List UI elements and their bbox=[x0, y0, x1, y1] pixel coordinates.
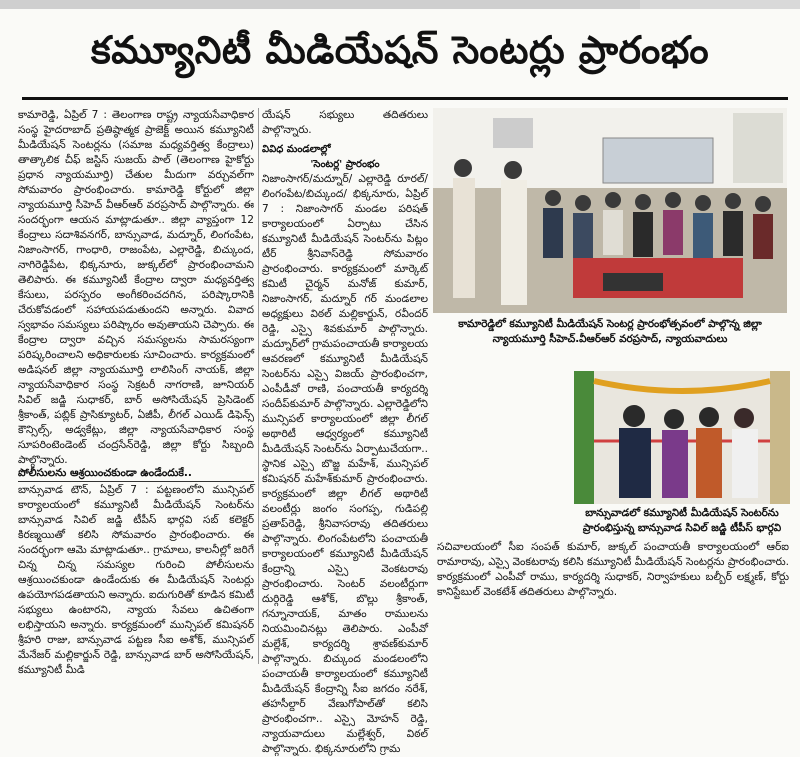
column-1-bottom bbox=[18, 465, 254, 676]
photo-courtroom-event bbox=[433, 108, 787, 313]
column-divider bbox=[258, 108, 259, 664]
article-paragraph-1: కామారెడ్డి, ఏప్రిల్ 7 : తెలంగాణ రాష్ట్ర న్యాయసేవాధికార సంస్థ హైదరాబాద్ ప్రతిష్ఠాత్మక ప్రాజెక్ట్ అయిన కమ్యూనిటీ మీడియేషన్ సెంటర్లను (సమాజ మధ్యవర్తిత్వ కేంద్రాలు) తాత్కాలిక చీఫ్ జస్టిస్ సుజయ్ పాల్ (తెలంగాణ హైకోర్టు ప్రధాన న్యాయమూర్తి) చేతుల మీదుగా వర్చువల్‌గా సోమవారం ప్రారంభించారు. కామారెడ్డి కోర్టులో జిల్లా న్యాయమూర్తి సీహెచ్ వీఆర్ఆర్ వరప్రసాద్ పాల్గొన్నారు. ఈ సందర్భంగా ఆయన మాట్లాడుతూ.. జిల్లా వ్యాప్తంగా 12 కేంద్రాలు సదాశివనగర్, బాన్సువాడ, మద్నూర్, లింగంపేట, నిజాంసాగర్, గాంధారి, రాజంపేట, ఎల్లారెడ్డి, బిచ్కుంద, నాగిరెడ్డిపేట, భిక్కనూరు, జుక్కల్‌లో ప్రారంభించామని తెలిపారు. ఈ కమ్యూనిటీ కేంద్రాల ద్వారా మధ్యవర్తిత్వ కేసులు, పరస్పరం అంగీకరించదగిన, పరిష్కారానికి చేరుకోవడంలో సహాయపడుతుందని అన్నారు. వివాద స్వభావం సమస్యలు పరిష్కారం అవుతాయని చెప్పారు. ఈ కేంద్రాల ద్వారా వచ్చిన సమస్యలను సామరస్యంగా పరిష్కరించాలని అధికారులకు సూచించారు. కార్యక్రమంలో అడిషనల్ జిల్లా న్యాయమూర్తి లాలిసింగ్ నాయక్, జిల్లా న్యాయసేవాధికార సంస్థ సెక్రటరీ నాగరాణి, జూనియర్ సివిల్ జడ్జి సుధాకర్, బార్ అసోసియేషన్ ప్రెసిడెంట్ శ్రీకాంత్, పబ్లిక్ ప్రాసిక్యూటర్, ఏజీపీ, లీగల్ ఎయిడ్ డిఫెన్స్ కౌన్సిల్స్, అడ్వకేట్లు, జిల్లా న్యాయసేవాధికార సంస్థ సూపరింటెండెంట్ చంద్రసేన్‌రెడ్డి, జిల్లా కోర్టు సిబ్బంది పాల్గొన్నారు. bbox=[18, 109, 254, 466]
photo-2-caption: బాన్సువాడలో కమ్యూనిటీ మీడియేషన్ సెంటర్‌ను ప్రారంభిస్తున్న బాన్సువాడ సివిల్ జడ్జి టీపీస్ భార్గవి bbox=[582, 507, 782, 534]
top-strip bbox=[0, 0, 800, 9]
closing-paragraph: సచివాలయంలో సీఐ సంపత్ కుమార్, జుక్కల్ పంచాయతీ కార్యాలయంలో ఆర్ఐ రామారావు, ఎస్సై వెంకటరావు కలిసి కమ్యూనిటీ మీడియేషన్ సెంటర్లను ప్రారంభించారు. కార్యక్రమంలో ఎంపీవో రాము, కార్యదర్శి సుధాకర్, నిర్వాహకులు బల్బీర్ లక్ష్మణ్, కోర్టు కానిస్టేబుల్ వెంకటేశ్ తదితరులు పాల్గొన్నారు. bbox=[437, 541, 789, 598]
column-3-bottom bbox=[437, 540, 789, 668]
column-2-lead: యేషన్ సభ్యులు తదితరులు పాల్గొన్నారు. bbox=[262, 109, 428, 136]
photo-ribbon-cutting-illustration bbox=[574, 371, 790, 504]
column-2-body: నిజాంసాగర్/మద్నూర్/ ఎల్లారెడ్డి రూరల్/లింగంపేట/బిచ్కుంద/ భిక్కనూరు, ఏప్రిల్ 7 : నిజాంసాగర్ మండల పరిషత్ కార్యాలయంలో ఏర్పాటు చేసిన కమ్యూనిటీ మీడియేషన్ సెంటర్‌ను పిట్లం టీర్ శ్రీనివాస్‌రెడ్డి సోమవారం ప్రారంభించారు. కార్యక్రమంలో మార్కెట్ కమిటీ చైర్మన్ మనోజ్ కుమార్, నిజాంసాగర్, మద్నూర్ గర్ మండలాల అధ్యక్షులు విఠల్ మల్లికార్జున్, రవీందర్ రెడ్డి, ఎస్సై శివకుమార్ పాల్గొన్నారు. మద్నూర్‌లో గ్రామపంచాయతీ కార్యాలయ ఆవరణలో కమ్యూనిటీ మీడియేషన్ సెంటర్‌ను ఎస్సై విజయ్ ప్రారంభించగా, ఎంపీడీవో రాణి, పంచాయతీ కార్యదర్శి సందీప్‌కుమార్ పాల్గొన్నారు. ఎల్లారెడ్డిలోని మున్సిపల్ కార్యాలయంలో జిల్లా లీగల్ అథారిటీ ఆధ్వర్యంలో కమ్యూనిటీ మీడియేషన్ సెంటర్‌ను ఏర్పాటుచేయగా.. స్థానిక ఎస్సై బొజ్జ మహేశ్, మున్సిపల్ కమిషనర్ మహేశ్‌కుమార్ ప్రారంభించారు. కార్యక్రమంలో జిల్లా లీగల్ అథారిటీ వలంటీర్లు జంగం సంగప్ప, గుడిపల్లి ప్రతాప్‌రెడ్డి, శ్రీనివాసరావు తదితరులు పాల్గొన్నారు. లింగంపేటలోని పంచాయతీ కార్యాలయంలో కమ్యూనిటీ మీడియేషన్ కేంద్రాన్ని ఎస్సై వెంకటరావు ప్రారంభించారు. సెంటర్ వలంటీర్లుగా దుర్గిరెడ్డి ఆశోక్, బొల్లు శ్రీకాంత్, గన్నూనాయక్, మాతం రాములను నియమించినట్లు తెలిపారు. ఎంపీవో మల్లేశ్, కార్యదర్శి శ్రావణ్‌కుమార్ పాల్గొన్నారు. బిచ్కుంద మండలంలోని పంచాయతీ కార్యాలయంలో కమ్యూనిటీ మీడియేషన్ కేంద్రాన్ని సీఐ జగదం నరేశ్, తహసీల్దార్ వేణుగోపాల్‌తో కలిసి ప్రారంభించగా.. ఎస్సై మోహన్ రెడ్డి, న్యాయవాదులు మల్లేశ్వర్, విఠల్ పాల్గొన్నారు. భిక్కనూరులోని గ్రామ bbox=[262, 173, 428, 755]
kicker: వివిధ మండలాల్లో bbox=[262, 144, 331, 155]
article-paragraph-2: బాన్సువాడ టౌన్, ఏప్రిల్ 7 : పట్టణంలోని మున్సిపల్ కార్యాలయంలో కమ్యూనిటీ మీడియేషన్ సెంటర్‌ను బాన్సువాడ సివిల్ జడ్జి టీపీస్ భార్గవి సబ్ కలెక్టర్ కిరణ్మయితో కలిసి సోమవారం ప్రారంభించారు. ఈ సందర్భంగా ఆమె మాట్లాడుతూ.. గ్రామాలు, కాలనీల్లో జరిగే చిన్న చిన్న సమస్యల గురించి పోలీసులను ఆశ్రయించకుండా ఉండేందుకు ఈ మీడియేషన్ సెంటర్లు ఉపయోగపడతాయని అన్నారు. ఐదుగురితో కూడిన కమిటీ సభ్యులు ఉంటారని, న్యాయ సేవలు ఉచితంగా లభిస్తాయని అన్నారు. కార్యక్రమంలో మున్సిపల్ కమిషనర్ శ్రీహరి రాజు, బాన్సువాడ పట్టణ సీఐ అశోక్, మున్సిపల్ మేనేజర్ మల్లికార్జున్ రెడ్డి, బాన్సువాడ బార్ అసోసియేషన్, కమ్యూనిటీ మీడి bbox=[18, 484, 254, 676]
subheading: పోలీసులను ఆశ్రయించకుండా ఉండేందుకే.. bbox=[18, 465, 254, 482]
headline-rule bbox=[22, 97, 788, 100]
photo-ribbon-cutting bbox=[574, 371, 790, 504]
kicker-subheading: 'సెంటర్ల' ప్రారంభం bbox=[310, 159, 380, 170]
photo-1-caption: కామారెడ్డిలో కమ్యూనిటీ మీడియేషన్ సెంటర్ల ప్రారంభోత్సవంలో పాల్గొన్న జిల్లా న్యాయమూర్తి సీహెచ్.వీఆర్ఆర్ వరప్రసాద్, న్యాయవాదులు bbox=[458, 318, 762, 345]
column-1-top bbox=[18, 108, 254, 464]
photo-courtroom-illustration bbox=[433, 108, 787, 313]
headline: కమ్యూనిటీ మీడియేషన్ సెంటర్లు ప్రారంభం bbox=[90, 28, 710, 72]
column-3-top bbox=[437, 367, 569, 539]
column-2 bbox=[262, 108, 428, 755]
